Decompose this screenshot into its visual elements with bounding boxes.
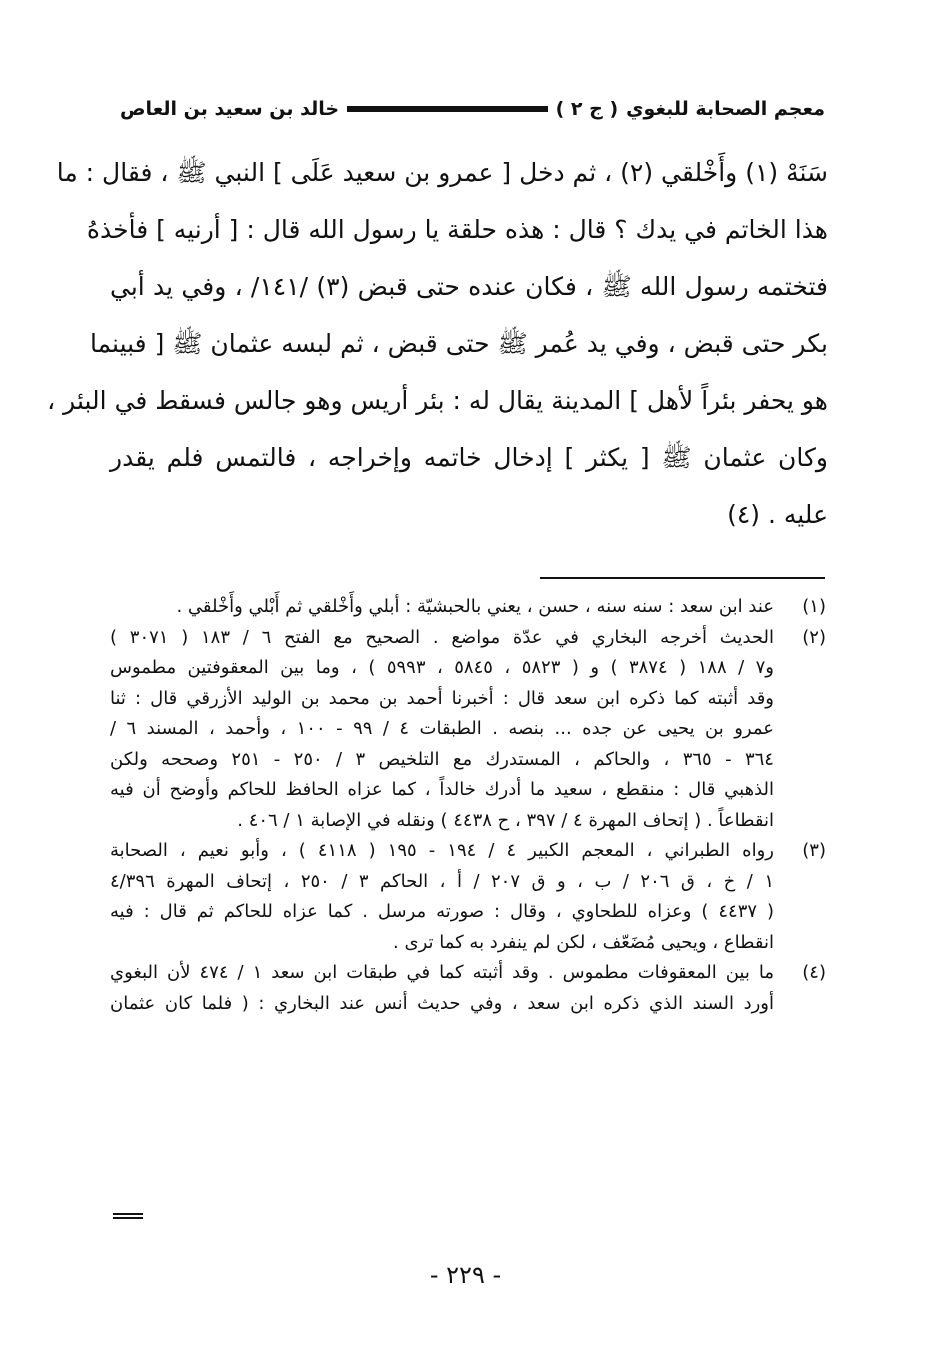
footnote-line: عند ابن سعد : سنه سنه ، حسن ، يعني بالحبشيّة : أبلي وأَخْلقي ثم أَبْلي وأَخْلقي . [176, 596, 774, 617]
footnote-line: رواه الطبراني ، المعجم الكبير ٤ / ١٩٤ - ١٩٥ ( ٤١١٨ ) ، وأبو نعيم ، الصحابة [110, 840, 774, 861]
footnotes [110, 592, 826, 1019]
text-line: بكر حتى قبض ، وفي يد عُمر ﷺ حتى قبض ، ثم لبسه عثمان ﷺ [ فبينما [89, 329, 828, 358]
text-line: عليه . (٤) [727, 500, 828, 529]
footnote-line: وقد أثبته كما ذكره ابن سعد قال : أخبرنا أحمد بن محمد بن الوليد الأزرقي قال : ثنا [110, 687, 774, 709]
running-header [120, 92, 825, 126]
footnote-line: ما بين المعقوفات مطموس . وقد أثبته كما في طبقات ابن سعد ١ / ٤٧٤ لأن البغوي [110, 962, 774, 983]
chapter-subtitle: خالد بن سعيد بن العاص [120, 98, 340, 120]
text-line: هذا الخاتم في يدك ؟ قال : هذه حلقة يا رسول الله قال : [ أرنيه ] فأخذهُ [86, 215, 828, 244]
text-line: هو يحفر بئراً لأهل ] المدينة يقال له : بئر أريس وهو جالس فسقط في البئر ، [47, 386, 828, 415]
text-line: وكان عثمان ﷺ [ يكثر ] إدخال خاتمه وإخراجه ، فالتمس فلم يقدر [110, 443, 828, 472]
footnote-line: أورد السند الذي ذكره ابن سعد ، وفي حديث أنس عند البخاري : ( فلما كان عثمان [110, 992, 774, 1014]
volume-label: ( ج ٢ ) [555, 98, 619, 120]
footnote-line: انقطاع ، ويحيى مُضَعّف ، لكن لم ينفرد به كما ترى . [393, 931, 774, 953]
footnote-line: ٣٦٤ - ٣٦٥ ، والحاكم ، المستدرك مع التلخيص ٣ / ٢٥٠ - ٢٥١ وصححه ولكن [110, 748, 774, 770]
footnote-line: عمرو بن يحيى عن جده ... بنصه . الطبقات ٤ / ٩٩ - ١٠٠ ، وأحمد ، المسند ٦ / [110, 718, 774, 739]
footnote-line: الذهبي قال : منقطع ، سعيد ما أدرك خالداً ، كما عزاه الحافظ للحاكم وأوضح أن فيه [110, 779, 774, 800]
footnote-number: (٤) [802, 962, 826, 983]
main-text [47, 144, 829, 543]
footnote-separator [540, 577, 825, 579]
footnote-line: ( ٤٤٣٧ ) وعزاه للطحاوي ، وقال : صورته مرسل . كما عزاه للحاكم ثم قال : فيه [110, 901, 775, 922]
footnote [110, 592, 826, 623]
continuation-mark [113, 1213, 143, 1219]
footnote-number: (١) [802, 596, 826, 617]
footnote-line: الحديث أخرجه البخاري في عدّة مواضع . الصحيح مع الفتح ٦ / ١٨٣ ( ٣٠٧١ ) [110, 626, 775, 648]
page-number: - ٢٢٩ - [429, 1261, 502, 1289]
footnote-line: ١ / خ ، ق ٢٠٦ / ب ، و ق ٢٠٧ / أ ، الحاكم ٣ / ٢٥٠ ، إتحاف المهرة ٤/٣٩٦ [110, 870, 774, 892]
footnote-number: (٣) [802, 840, 826, 861]
footnote-number: (٢) [802, 626, 826, 648]
book-title: معجم الصحابة للبغوي [626, 98, 825, 120]
text-line: سَنَهْ (١) وأَخْلقي (٢) ، ثم دخل [ عمرو بن سعيد عَلَى ] النبي ﷺ ، فقال : ما [56, 158, 828, 187]
footnote [110, 836, 826, 958]
footnote-line: انقطاعاً . ( إتحاف المهرة ٤ / ٣٩٧ ، ح ٤٤٣٨ ) ونقله في الإصابة ١ / ٤٠٦ . [237, 809, 774, 831]
footnote [110, 623, 826, 837]
header-rule [347, 106, 548, 112]
text-line: فتختمه رسول الله ﷺ ، فكان عنده حتى قبض (٣) /١٤١/ ، وفي يد أبي [110, 272, 829, 301]
footnote-line: و٧ / ١٨٨ ( ٣٨٧٤ ) و ( ٥٨٢٣ ، ٥٨٤٥ ، ٥٩٩٣ ) ، وما بين المعقوفتين مطموس [110, 657, 774, 678]
footnote [110, 958, 826, 1019]
